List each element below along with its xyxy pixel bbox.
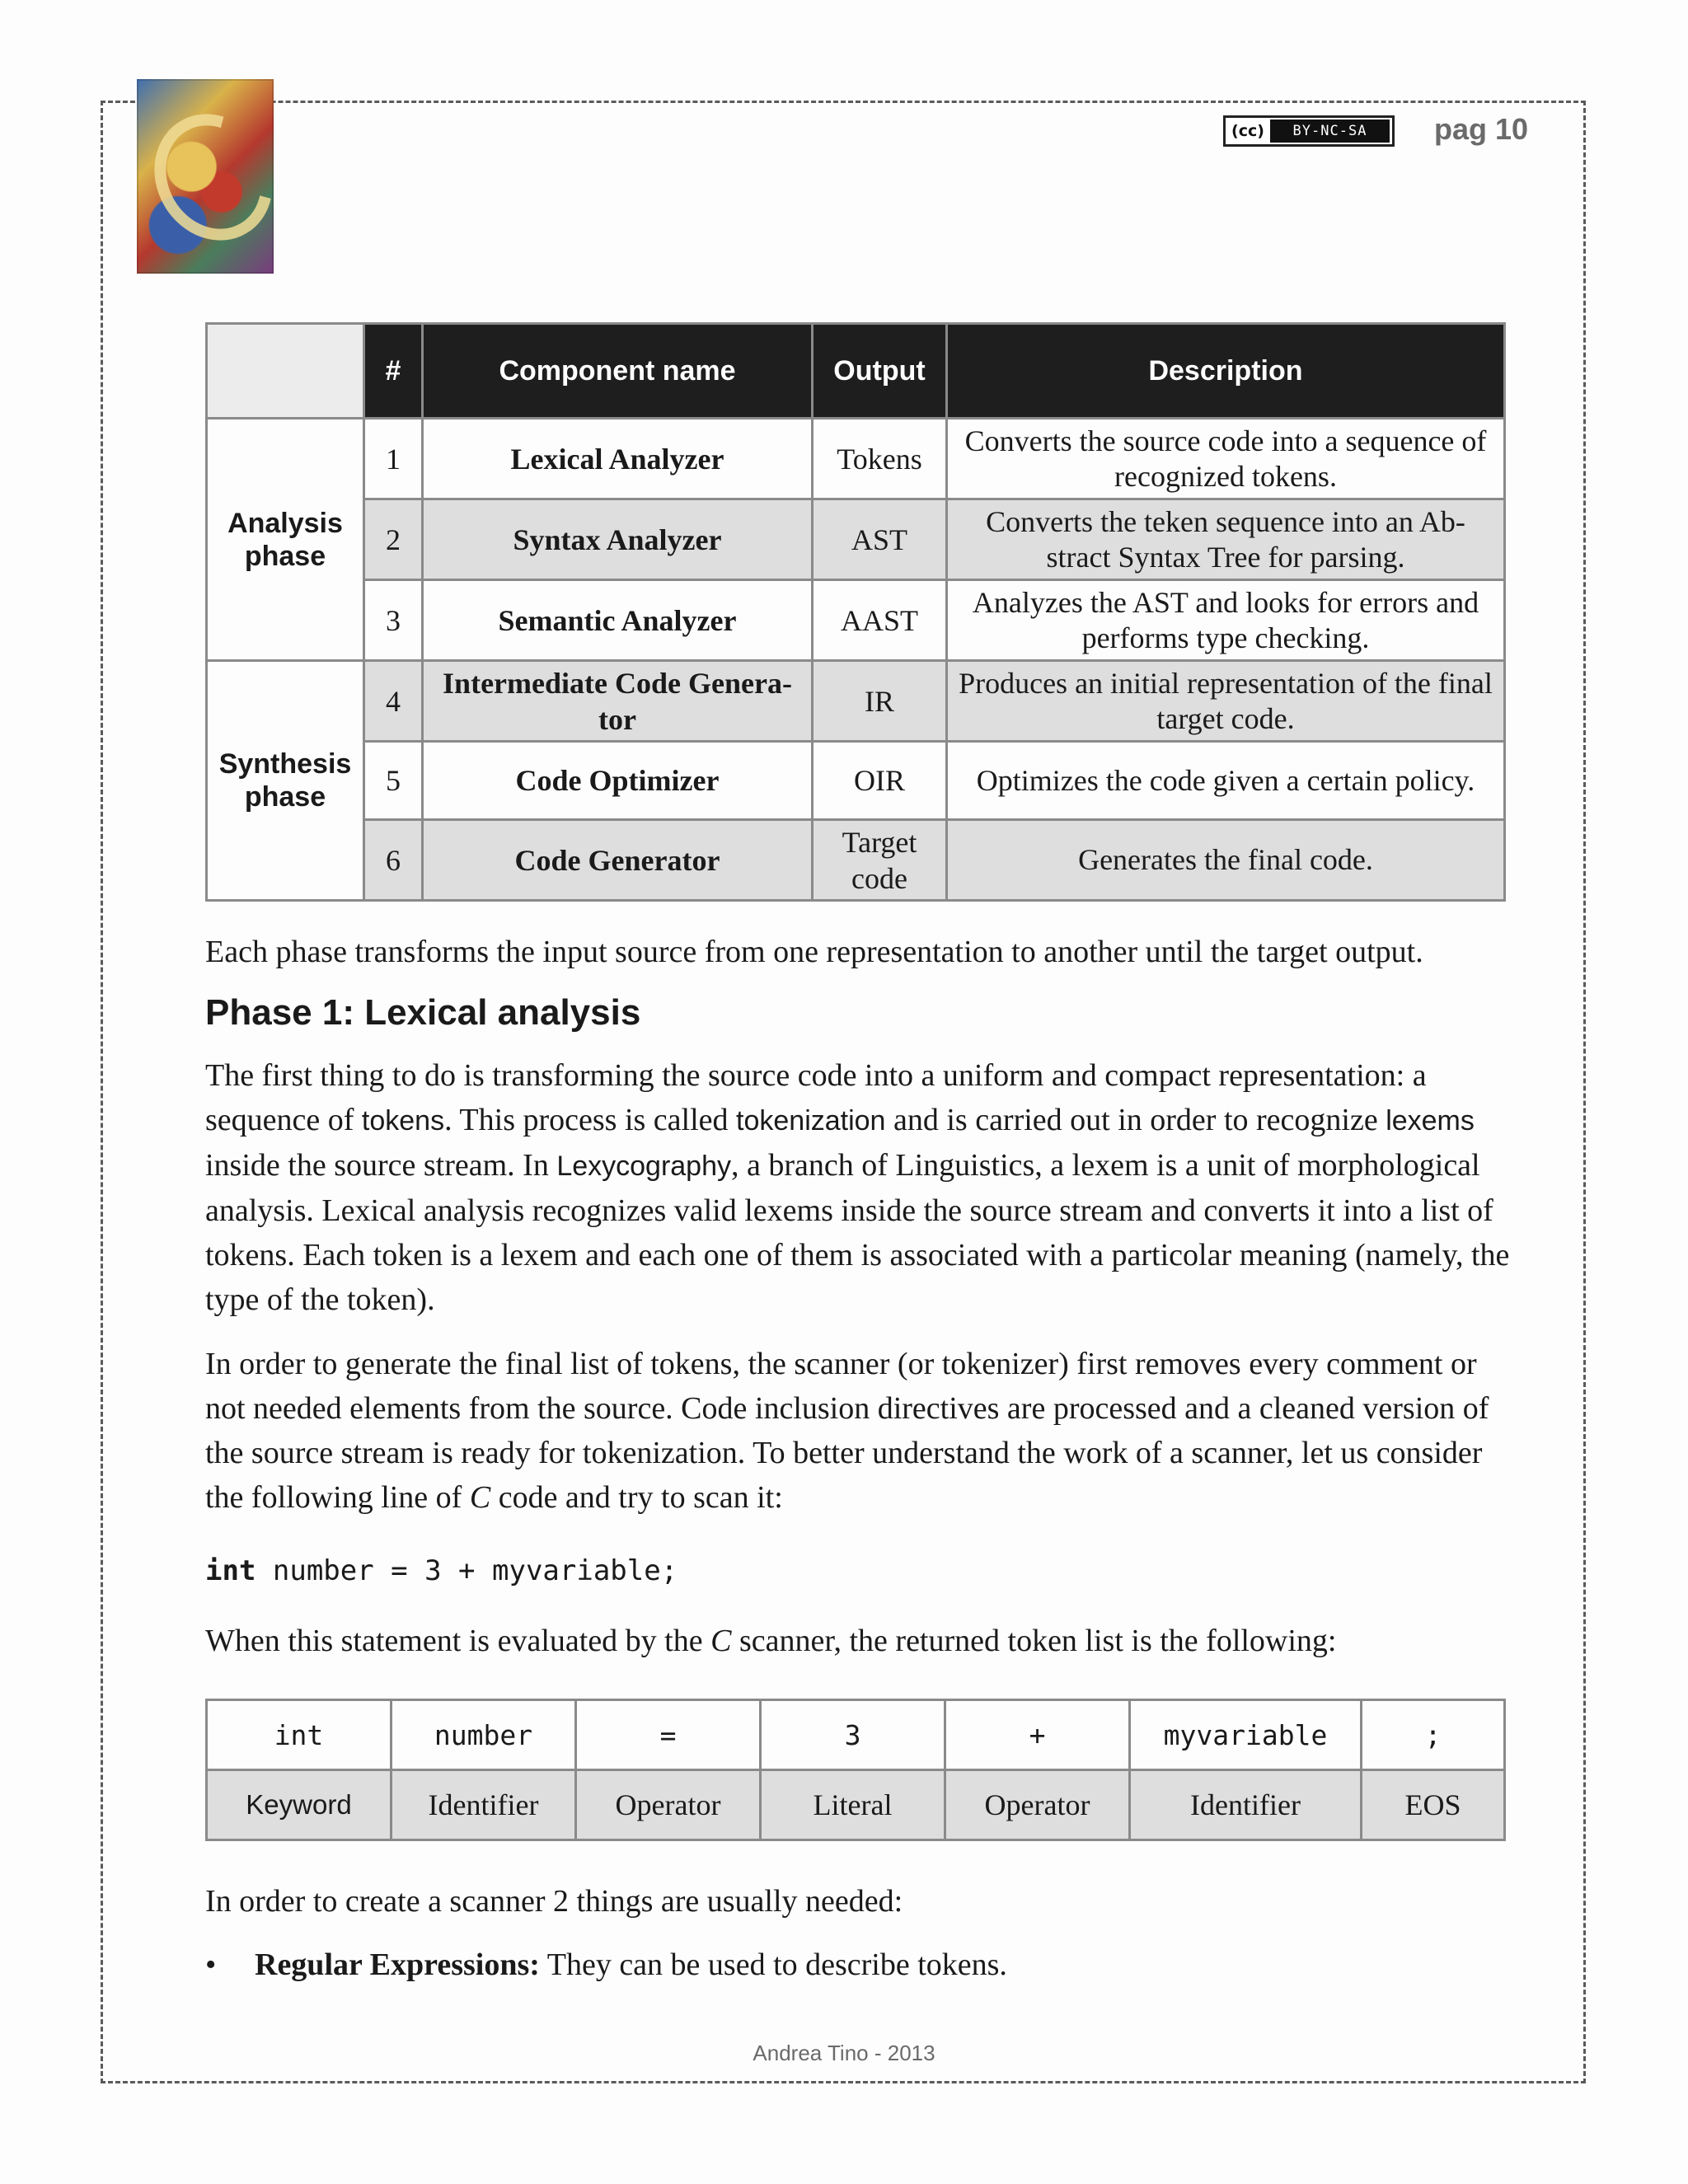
language-c: C [469,1480,491,1515]
token-type: Identifier [1130,1770,1362,1840]
term-tokens: tokens [361,1105,445,1137]
term-lexycography: Lexycography [556,1151,731,1182]
code-rest: number = 3 + myvariable; [256,1554,678,1587]
table-row [207,580,1505,661]
token-lexeme: ; [1362,1700,1505,1770]
component-name: Intermediate Code Genera-tor [423,661,813,742]
cc-license-badge[interactable] [1223,115,1395,147]
row-number: 3 [364,580,423,661]
bullet-text: They can be used to describe tokens. [539,1947,1007,1982]
intro-sentence: Each phase transforms the input source from one representation to another until the target output. [205,935,1423,969]
token-lexeme: + [945,1700,1130,1770]
p1-text-b: . This process is called [444,1103,737,1137]
token-type: EOS [1362,1770,1505,1840]
component-name: Code Optimizer [423,742,813,820]
header-description: Description [947,324,1505,419]
page-footer: Andrea Tino - 2013 [753,2041,935,2065]
row-number: 4 [364,661,423,742]
component-description: Converts the source code into a sequence of recognized tokens. [947,419,1505,499]
row-number: 1 [364,419,423,499]
component-description: Generates the final code. [947,820,1505,901]
cc-icon: (cc) [1231,122,1264,140]
phase-label-synthesis: Synthesis phase [207,661,364,901]
token-type: Operator [945,1770,1130,1840]
component-output: AST [813,499,947,580]
table-row [207,742,1505,820]
component-output: Target code [813,820,947,901]
component-output: AAST [813,580,947,661]
component-output: IR [813,661,947,742]
token-type: Literal [761,1770,945,1840]
p1-text-e: , a branch of Linguistics, a lexem is a unit of morphological analysis. Lexical analysis recognizes valid lexems inside the source stream and converts it into a list of tokens. Each token is a lexem and each one of them is associated with a particolar meaning (namely, the type of the token). [205,1148,1510,1317]
table-header-row [207,324,1505,419]
table-row [207,820,1505,901]
component-output: OIR [813,742,947,820]
component-description: Analyzes the AST and looks for errors and performs type checking. [947,580,1505,661]
p1-text-c: and is carried out in order to recognize [885,1103,1386,1137]
table-row [207,499,1505,580]
token-type: Identifier [392,1770,576,1840]
code-example [205,1554,678,1587]
paragraph-scanner-needs: In order to create a scanner 2 things are usually needed: [205,1884,903,1919]
license-label: BY-NC-SA [1270,120,1390,143]
header-blank-cell [207,324,364,419]
component-description: Converts the teken sequence into an Ab-stract Syntax Tree for parsing. [947,499,1505,580]
term-tokenization: tokenization [736,1105,886,1137]
token-lexeme: myvariable [1130,1700,1362,1770]
token-type: Keyword [207,1770,392,1840]
component-description: Optimizes the code given a certain policy. [947,742,1505,820]
header-output: Output [813,324,947,419]
language-c: C [710,1624,732,1658]
component-name: Syntax Analyzer [423,499,813,580]
header-component-name: Component name [423,324,813,419]
p1-text-a: The first thing to do is transforming the source code into a uniform and compact representation: a sequence of [205,1058,1427,1137]
component-name: Semantic Analyzer [423,580,813,661]
token-lexeme: int [207,1700,392,1770]
token-lexeme: 3 [761,1700,945,1770]
list-item [205,1947,1007,1983]
table-row [207,419,1505,499]
token-lexeme: number [392,1700,576,1770]
p3-text-a: When this statement is evaluated by the [205,1624,711,1658]
term-lexems: lexems [1386,1105,1475,1137]
bullet-term: Regular Expressions: [255,1947,540,1982]
paragraph-token-list-intro [205,1619,1516,1663]
component-output: Tokens [813,419,947,499]
cover-artwork [132,92,296,262]
token-type-row [207,1770,1505,1840]
table-row [207,661,1505,742]
p1-text-d: inside the source stream. In [205,1148,557,1183]
phase-label-analysis: Analysis phase [207,419,364,661]
token-table [205,1699,1506,1841]
header-number: # [364,324,423,419]
book-cover-thumbnail [137,79,274,274]
token-lexeme: = [576,1700,761,1770]
paragraph-lexical-intro [205,1053,1516,1322]
row-number: 6 [364,820,423,901]
token-lexeme-row [207,1700,1505,1770]
page-number: pag 10 [1434,112,1529,146]
row-number: 5 [364,742,423,820]
p2-text-b: code and try to scan it: [490,1480,783,1515]
row-number: 2 [364,499,423,580]
paragraph-scanner [205,1342,1516,1520]
token-type: Operator [576,1770,761,1840]
code-keyword: int [205,1554,256,1587]
section-title: Phase 1: Lexical analysis [205,992,641,1033]
component-description: Produces an initial representation of the final target code. [947,661,1505,742]
component-name: Lexical Analyzer [423,419,813,499]
compiler-components-table [205,322,1506,902]
bullet-marker: • [205,1947,217,1982]
p2-text-a: In order to generate the final list of tokens, the scanner (or tokenizer) first removes every comment or not needed elements from the source. Code inclusion directives are processed and a cleaned version of the source stream is ready for tokenization. To better understand the work of a scanner, let us consider the following line of [205,1347,1489,1515]
p3-text-b: scanner, the returned token list is the following: [731,1624,1337,1658]
component-name: Code Generator [423,820,813,901]
